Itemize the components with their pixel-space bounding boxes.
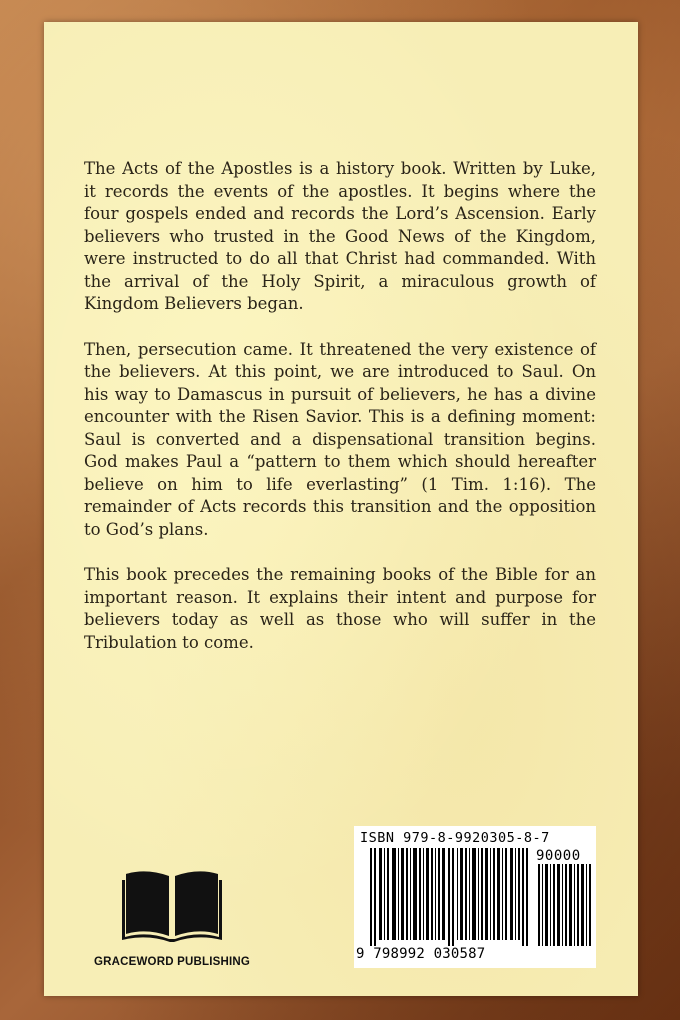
open-book-icon (122, 868, 222, 944)
blurb-paragraph-2: Then, persecution came. It threatened the very existence of the believers. At this point, we are introduced to Saul. On his way to Damascus in pursuit of believers, he has a divine encounter with the Risen Savior. This is a defining moment: Saul is converted and a dispensational transition begins. God makes Paul a “pattern to them which should hereafter believe on him to life everlasting” (1 Tim. 1:16). The remainder of Acts records this transition and the opposition to God’s plans. (84, 339, 596, 539)
blurb-paragraph-3: This book precedes the remaining books of the Bible for an important reason. It explains their intent and purpose for believers today as well as those who will suffer in the Tribulation to come. (84, 565, 596, 652)
cover-blurb (84, 158, 596, 677)
isbn-label: ISBN 979-8-9920305-8-7 (360, 830, 550, 846)
ean-digits: 9 798992 030587 (356, 946, 486, 962)
back-cover (44, 22, 638, 996)
blurb-paragraph-1: The Acts of the Apostles is a history book. Written by Luke, it records the events of the apostles. It begins where the four gospels ended and records the Lord’s Ascension. Early believers who trusted in the Good News of the Kingdom, were instructed to do all that Christ had commanded. With the arrival of the Holy Spirit, a miraculous growth of Kingdom Believers began. (84, 159, 596, 313)
addon-digits: 90000 (536, 848, 581, 864)
publisher-name: GRACEWORD PUBLISHING (93, 956, 251, 968)
publisher-logo (84, 868, 260, 988)
isbn-barcode (354, 826, 596, 968)
